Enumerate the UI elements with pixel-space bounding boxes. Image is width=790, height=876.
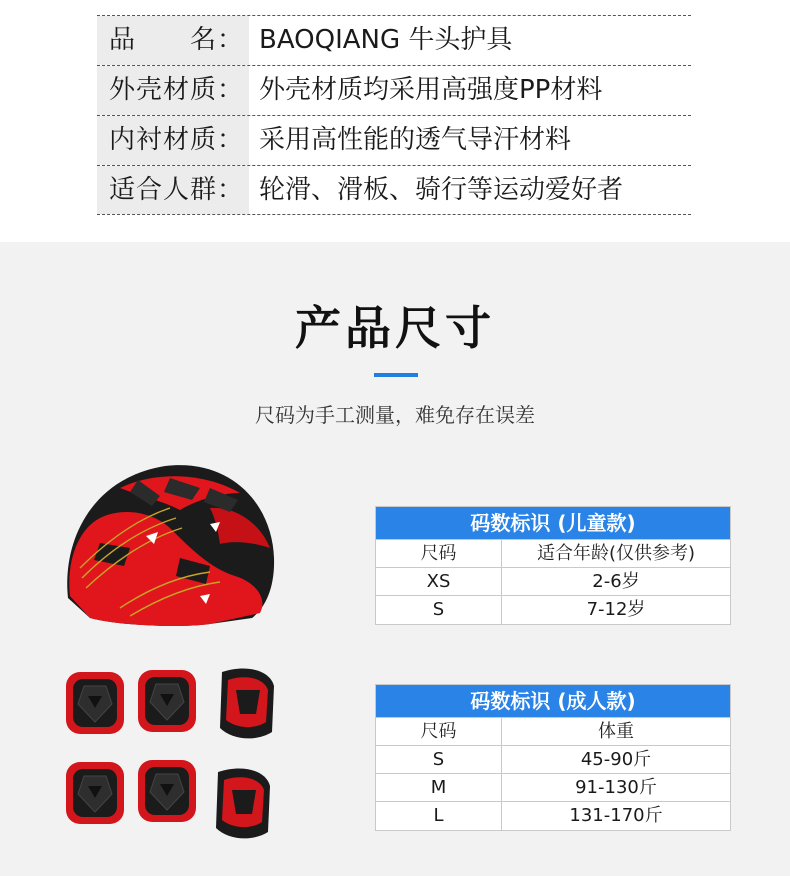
weight-cell: 45-90斤 [580, 749, 652, 770]
table-title: 码数标识 (成人款) [376, 685, 730, 718]
size-cell: XS [376, 568, 502, 595]
column-header: 体重 [598, 721, 634, 742]
spec-row-lining [97, 115, 691, 165]
size-cell: S [376, 746, 502, 773]
spec-key: 品 名： [97, 16, 249, 65]
spec-key: 外壳材质： [97, 66, 249, 115]
size-cell: S [376, 596, 502, 624]
table-header-row [376, 540, 730, 568]
column-header: 尺码 [376, 540, 502, 567]
table-header-row [376, 718, 730, 746]
table-row [376, 746, 730, 774]
spec-row-shell [97, 65, 691, 115]
column-header: 尺码 [376, 718, 502, 745]
age-cell: 2-6岁 [592, 571, 640, 592]
spec-row-name [97, 15, 691, 65]
spec-value: 外壳材质均采用高强度PP材料 [249, 66, 691, 115]
table-row [376, 568, 730, 596]
weight-cell: 91-130斤 [575, 777, 657, 798]
table-title: 码数标识 (儿童款) [376, 507, 730, 540]
protective-pads-image [62, 666, 278, 850]
size-cell: M [376, 774, 502, 801]
spec-value: 采用高性能的透气导汗材料 [249, 116, 691, 165]
table-row [376, 802, 730, 830]
adult-size-table [375, 684, 731, 831]
table-row [376, 774, 730, 802]
spec-value: 轮滑、滑板、骑行等运动爱好者 [249, 166, 691, 214]
spec-table [97, 15, 691, 216]
weight-cell: 131-170斤 [569, 805, 663, 826]
spec-value: BAOQIANG 牛头护具 [249, 16, 691, 65]
section-title: 产品尺寸 [295, 301, 495, 355]
title-underline [374, 373, 418, 377]
spec-key: 适合人群： [97, 166, 249, 214]
column-header: 适合年龄(仅供参考) [536, 543, 696, 564]
spec-key: 内衬材质： [97, 116, 249, 165]
size-note: 尺码为手工测量，难免存在误差 [255, 403, 535, 427]
spec-row-audience [97, 165, 691, 215]
table-row [376, 596, 730, 624]
age-cell: 7-12岁 [586, 599, 646, 620]
kids-size-table [375, 506, 731, 625]
size-cell: L [376, 802, 502, 830]
helmet-image [60, 448, 280, 638]
